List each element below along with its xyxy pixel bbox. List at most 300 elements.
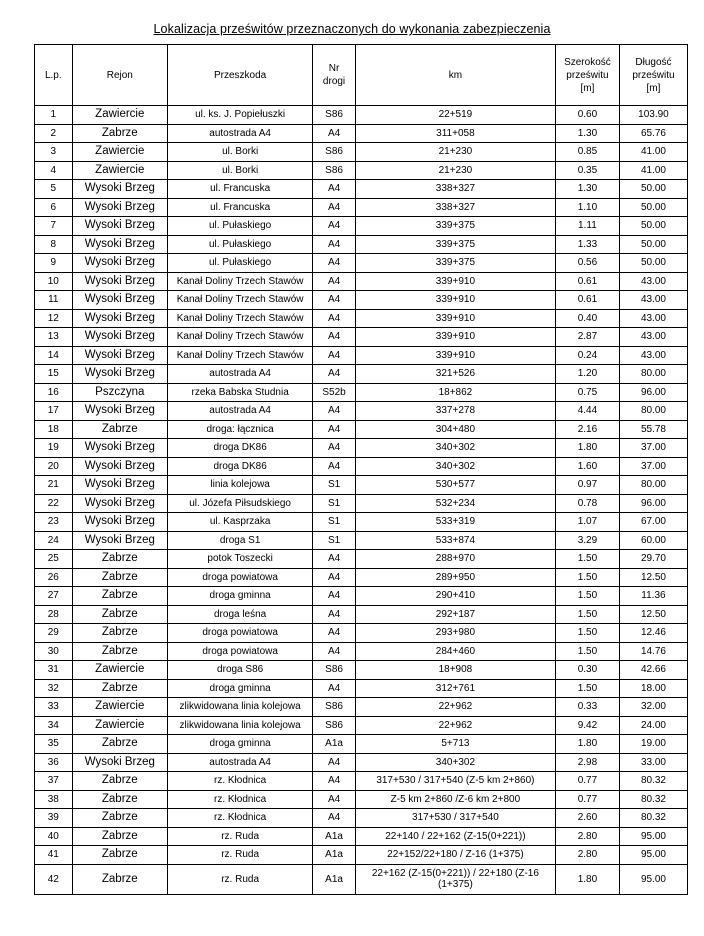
cell-dlugosc: 29.70 — [619, 550, 687, 569]
cell-rejon: Zawiercie — [72, 698, 167, 717]
cell-dlugosc: 24.00 — [619, 716, 687, 735]
cell-lp: 3 — [35, 143, 73, 162]
cell-lp: 22 — [35, 494, 73, 513]
cell-rejon: Zabrze — [72, 624, 167, 643]
cell-lp: 2 — [35, 124, 73, 143]
cell-nr-drogi: A4 — [313, 235, 356, 254]
cell-przeszkoda: Kanał Doliny Trzech Stawów — [168, 328, 313, 347]
cell-przeszkoda: droga gminna — [168, 735, 313, 754]
cell-przeszkoda: rzeka Babska Studnia — [168, 383, 313, 402]
cell-szerokosc: 0.85 — [555, 143, 619, 162]
cell-nr-drogi: S86 — [313, 143, 356, 162]
cell-lp: 5 — [35, 180, 73, 199]
cell-szerokosc: 4.44 — [555, 402, 619, 421]
cell-lp: 16 — [35, 383, 73, 402]
cell-dlugosc: 43.00 — [619, 328, 687, 347]
cell-nr-drogi: A4 — [313, 124, 356, 143]
cell-lp: 14 — [35, 346, 73, 365]
table-row — [35, 346, 688, 365]
cell-przeszkoda: droga S86 — [168, 661, 313, 680]
cell-km: 317+530 / 317+540 — [355, 809, 555, 828]
cell-szerokosc: 1.50 — [555, 550, 619, 569]
cell-rejon: Wysoki Brzeg — [72, 291, 167, 310]
table-row — [35, 402, 688, 421]
cell-szerokosc: 0.77 — [555, 772, 619, 791]
cell-nr-drogi: S1 — [313, 513, 356, 532]
cell-przeszkoda: ul. Borki — [168, 161, 313, 180]
cell-km: 530+577 — [355, 476, 555, 495]
cell-rejon: Wysoki Brzeg — [72, 346, 167, 365]
cell-km: 338+327 — [355, 198, 555, 217]
cell-przeszkoda: autostrada A4 — [168, 402, 313, 421]
cell-szerokosc: 1.50 — [555, 605, 619, 624]
cell-rejon: Wysoki Brzeg — [72, 328, 167, 347]
table-row — [35, 864, 688, 894]
cell-przeszkoda: potok Toszecki — [168, 550, 313, 569]
cell-rejon: Wysoki Brzeg — [72, 457, 167, 476]
document-title: Lokalizacja prześwitów przeznaczonych do wykonania zabezpieczenia — [153, 22, 551, 36]
cell-km: 22+140 / 22+162 (Z-15(0+221)) — [355, 827, 555, 846]
header-lp: L.p. — [35, 45, 73, 106]
cell-dlugosc: 32.00 — [619, 698, 687, 717]
table-row — [35, 457, 688, 476]
cell-lp: 41 — [35, 846, 73, 865]
cell-przeszkoda: droga S1 — [168, 531, 313, 550]
cell-lp: 32 — [35, 679, 73, 698]
cell-lp: 30 — [35, 642, 73, 661]
cell-przeszkoda: droga DK86 — [168, 439, 313, 458]
cell-nr-drogi: A4 — [313, 587, 356, 606]
cell-nr-drogi: S1 — [313, 494, 356, 513]
table-row — [35, 735, 688, 754]
cell-nr-drogi: A1a — [313, 864, 356, 894]
table-row — [35, 587, 688, 606]
cell-rejon: Zawiercie — [72, 143, 167, 162]
cell-przeszkoda: rz. Ruda — [168, 827, 313, 846]
cell-lp: 23 — [35, 513, 73, 532]
header-dlugosc-line2: prześwitu — [632, 69, 675, 81]
cell-dlugosc: 41.00 — [619, 161, 687, 180]
table-row — [35, 809, 688, 828]
cell-dlugosc: 95.00 — [619, 864, 687, 894]
cell-dlugosc: 12.50 — [619, 568, 687, 587]
cell-km: 340+302 — [355, 753, 555, 772]
table-row — [35, 790, 688, 809]
cell-przeszkoda: ul. Pułaskiego — [168, 217, 313, 236]
header-dlugosc — [619, 45, 687, 106]
cell-km: 304+480 — [355, 420, 555, 439]
cell-szerokosc: 2.80 — [555, 827, 619, 846]
cell-szerokosc: 2.16 — [555, 420, 619, 439]
cell-dlugosc: 11.36 — [619, 587, 687, 606]
cell-rejon: Wysoki Brzeg — [72, 365, 167, 384]
cell-szerokosc: 0.75 — [555, 383, 619, 402]
cell-dlugosc: 80.00 — [619, 365, 687, 384]
table-row — [35, 753, 688, 772]
cell-km: 22+519 — [355, 106, 555, 125]
cell-szerokosc: 1.60 — [555, 457, 619, 476]
table-row — [35, 143, 688, 162]
table-row — [35, 513, 688, 532]
header-nr-drogi — [313, 45, 356, 106]
cell-szerokosc: 0.56 — [555, 254, 619, 273]
cell-przeszkoda: rz. Ruda — [168, 846, 313, 865]
cell-dlugosc: 67.00 — [619, 513, 687, 532]
cell-szerokosc: 3.29 — [555, 531, 619, 550]
cell-dlugosc: 80.00 — [619, 476, 687, 495]
cell-szerokosc: 1.50 — [555, 679, 619, 698]
cell-przeszkoda: droga gminna — [168, 587, 313, 606]
cell-nr-drogi: A4 — [313, 365, 356, 384]
cell-rejon: Zabrze — [72, 679, 167, 698]
cell-rejon: Wysoki Brzeg — [72, 494, 167, 513]
cell-przeszkoda: rz. Kłodnica — [168, 772, 313, 791]
cell-km: Z-5 km 2+860 /Z-6 km 2+800 — [355, 790, 555, 809]
cell-km: 317+530 / 317+540 (Z-5 km 2+860) — [355, 772, 555, 791]
cell-przeszkoda: Kanał Doliny Trzech Stawów — [168, 291, 313, 310]
cell-nr-drogi: A1a — [313, 735, 356, 754]
header-szerokosc-line2: prześwitu — [566, 69, 609, 81]
cell-lp: 20 — [35, 457, 73, 476]
cell-km: 533+874 — [355, 531, 555, 550]
cell-dlugosc: 50.00 — [619, 235, 687, 254]
cell-nr-drogi: A1a — [313, 846, 356, 865]
cell-rejon: Wysoki Brzeg — [72, 272, 167, 291]
cell-rejon: Zabrze — [72, 790, 167, 809]
cell-przeszkoda: ul. Pułaskiego — [168, 254, 313, 273]
cell-km: 533+319 — [355, 513, 555, 532]
cell-dlugosc: 50.00 — [619, 254, 687, 273]
cell-rejon: Zabrze — [72, 864, 167, 894]
cell-przeszkoda: ul. ks. J. Popiełuszki — [168, 106, 313, 125]
header-dlugosc-unit: [m] — [646, 82, 661, 94]
cell-lp: 37 — [35, 772, 73, 791]
cell-rejon: Zabrze — [72, 124, 167, 143]
cell-nr-drogi: S86 — [313, 661, 356, 680]
cell-rejon: Zawiercie — [72, 106, 167, 125]
table-row — [35, 198, 688, 217]
cell-km: 339+910 — [355, 328, 555, 347]
cell-km: 289+950 — [355, 568, 555, 587]
header-przeszkoda: Przeszkoda — [168, 45, 313, 106]
cell-lp: 19 — [35, 439, 73, 458]
cell-nr-drogi: A4 — [313, 457, 356, 476]
cell-rejon: Wysoki Brzeg — [72, 217, 167, 236]
cell-szerokosc: 0.40 — [555, 309, 619, 328]
cell-rejon: Zawiercie — [72, 161, 167, 180]
cell-nr-drogi: S1 — [313, 476, 356, 495]
cell-dlugosc: 96.00 — [619, 383, 687, 402]
table-row — [35, 661, 688, 680]
cell-dlugosc: 37.00 — [619, 439, 687, 458]
cell-lp: 40 — [35, 827, 73, 846]
cell-przeszkoda: ul. Kasprzaka — [168, 513, 313, 532]
cell-nr-drogi: A4 — [313, 809, 356, 828]
cell-dlugosc: 18.00 — [619, 679, 687, 698]
table-body — [35, 106, 688, 895]
cell-lp: 39 — [35, 809, 73, 828]
cell-km: 321+526 — [355, 365, 555, 384]
cell-km: 5+713 — [355, 735, 555, 754]
cell-szerokosc: 0.61 — [555, 272, 619, 291]
cell-rejon: Zabrze — [72, 605, 167, 624]
cell-szerokosc: 0.35 — [555, 161, 619, 180]
cell-dlugosc: 33.00 — [619, 753, 687, 772]
cell-nr-drogi: A4 — [313, 642, 356, 661]
cell-dlugosc: 12.50 — [619, 605, 687, 624]
cell-km: 292+187 — [355, 605, 555, 624]
cell-przeszkoda: ul. Borki — [168, 143, 313, 162]
cell-km: 339+910 — [355, 291, 555, 310]
cell-rejon: Zabrze — [72, 568, 167, 587]
cell-dlugosc: 43.00 — [619, 346, 687, 365]
header-nr-drogi-line1: Nr — [328, 63, 340, 74]
cell-rejon: Wysoki Brzeg — [72, 309, 167, 328]
table-row — [35, 328, 688, 347]
cell-lp: 24 — [35, 531, 73, 550]
header-szerokosc-unit: [m] — [580, 82, 595, 94]
cell-nr-drogi: A4 — [313, 272, 356, 291]
cell-nr-drogi: A4 — [313, 291, 356, 310]
cell-rejon: Wysoki Brzeg — [72, 439, 167, 458]
cell-przeszkoda: droga powiatowa — [168, 624, 313, 643]
cell-km: 339+910 — [355, 346, 555, 365]
cell-lp: 27 — [35, 587, 73, 606]
header-dlugosc-line1: Długość — [635, 56, 672, 68]
cell-km: 312+761 — [355, 679, 555, 698]
cell-rejon: Wysoki Brzeg — [72, 254, 167, 273]
cell-lp: 1 — [35, 106, 73, 125]
cell-dlugosc: 12.46 — [619, 624, 687, 643]
cell-km: 340+302 — [355, 457, 555, 476]
cell-lp: 8 — [35, 235, 73, 254]
cell-rejon: Zabrze — [72, 827, 167, 846]
cell-przeszkoda: rz. Kłodnica — [168, 809, 313, 828]
cell-dlugosc: 65.76 — [619, 124, 687, 143]
cell-lp: 18 — [35, 420, 73, 439]
table-row — [35, 846, 688, 865]
cell-szerokosc: 1.11 — [555, 217, 619, 236]
cell-przeszkoda: ul. Józefa Piłsudskiego — [168, 494, 313, 513]
header-rejon: Rejon — [72, 45, 167, 106]
cell-dlugosc: 103.90 — [619, 106, 687, 125]
cell-km: 284+460 — [355, 642, 555, 661]
cell-przeszkoda: Kanał Doliny Trzech Stawów — [168, 309, 313, 328]
cell-km: 339+910 — [355, 272, 555, 291]
cell-dlugosc: 55.78 — [619, 420, 687, 439]
cell-nr-drogi: S52b — [313, 383, 356, 402]
cell-rejon: Wysoki Brzeg — [72, 235, 167, 254]
cell-szerokosc: 2.98 — [555, 753, 619, 772]
cell-lp: 28 — [35, 605, 73, 624]
cell-nr-drogi: A4 — [313, 568, 356, 587]
cell-nr-drogi: A4 — [313, 254, 356, 273]
cell-nr-drogi: A4 — [313, 439, 356, 458]
table-row — [35, 439, 688, 458]
cell-przeszkoda: linia kolejowa — [168, 476, 313, 495]
table-row — [35, 124, 688, 143]
cell-nr-drogi: A4 — [313, 402, 356, 421]
cell-szerokosc: 1.80 — [555, 439, 619, 458]
cell-nr-drogi: A4 — [313, 328, 356, 347]
header-nr-drogi-line2: drogi — [322, 76, 346, 87]
table-row — [35, 772, 688, 791]
cell-lp: 35 — [35, 735, 73, 754]
clearance-table — [34, 44, 688, 895]
cell-szerokosc: 1.80 — [555, 735, 619, 754]
cell-nr-drogi: A4 — [313, 605, 356, 624]
table-row — [35, 716, 688, 735]
cell-rejon: Wysoki Brzeg — [72, 753, 167, 772]
cell-km: 311+058 — [355, 124, 555, 143]
cell-dlugosc: 80.32 — [619, 772, 687, 791]
cell-lp: 31 — [35, 661, 73, 680]
cell-km: 21+230 — [355, 161, 555, 180]
cell-przeszkoda: ul. Pułaskiego — [168, 235, 313, 254]
cell-szerokosc: 0.78 — [555, 494, 619, 513]
cell-lp: 7 — [35, 217, 73, 236]
cell-lp: 10 — [35, 272, 73, 291]
cell-szerokosc: 1.50 — [555, 624, 619, 643]
cell-lp: 21 — [35, 476, 73, 495]
cell-rejon: Wysoki Brzeg — [72, 476, 167, 495]
cell-szerokosc: 1.80 — [555, 864, 619, 894]
cell-nr-drogi: A4 — [313, 790, 356, 809]
cell-lp: 34 — [35, 716, 73, 735]
cell-szerokosc: 1.33 — [555, 235, 619, 254]
cell-przeszkoda: droga gminna — [168, 679, 313, 698]
cell-przeszkoda: rz. Ruda — [168, 864, 313, 894]
cell-lp: 26 — [35, 568, 73, 587]
cell-nr-drogi: A4 — [313, 772, 356, 791]
cell-nr-drogi: A4 — [313, 420, 356, 439]
cell-dlugosc: 37.00 — [619, 457, 687, 476]
cell-lp: 17 — [35, 402, 73, 421]
table-row — [35, 476, 688, 495]
cell-lp: 6 — [35, 198, 73, 217]
cell-przeszkoda: autostrada A4 — [168, 124, 313, 143]
cell-rejon: Zabrze — [72, 587, 167, 606]
cell-szerokosc: 1.50 — [555, 587, 619, 606]
cell-lp: 25 — [35, 550, 73, 569]
cell-szerokosc: 9.42 — [555, 716, 619, 735]
table-row — [35, 494, 688, 513]
cell-przeszkoda: zlikwidowana linia kolejowa — [168, 716, 313, 735]
cell-nr-drogi: A4 — [313, 550, 356, 569]
cell-lp: 12 — [35, 309, 73, 328]
table-row — [35, 420, 688, 439]
cell-szerokosc: 1.50 — [555, 642, 619, 661]
cell-szerokosc: 0.77 — [555, 790, 619, 809]
cell-lp: 29 — [35, 624, 73, 643]
cell-nr-drogi: S86 — [313, 161, 356, 180]
cell-dlugosc: 95.00 — [619, 846, 687, 865]
cell-dlugosc: 95.00 — [619, 827, 687, 846]
cell-nr-drogi: A4 — [313, 624, 356, 643]
cell-szerokosc: 1.50 — [555, 568, 619, 587]
cell-szerokosc: 0.24 — [555, 346, 619, 365]
cell-dlugosc: 43.00 — [619, 291, 687, 310]
cell-lp: 36 — [35, 753, 73, 772]
cell-dlugosc: 50.00 — [619, 198, 687, 217]
cell-rejon: Zabrze — [72, 772, 167, 791]
cell-dlugosc: 43.00 — [619, 272, 687, 291]
cell-przeszkoda: droga DK86 — [168, 457, 313, 476]
cell-szerokosc: 0.30 — [555, 661, 619, 680]
table-row — [35, 531, 688, 550]
cell-nr-drogi: A4 — [313, 180, 356, 199]
cell-nr-drogi: S86 — [313, 106, 356, 125]
cell-przeszkoda: droga powiatowa — [168, 568, 313, 587]
cell-lp: 15 — [35, 365, 73, 384]
table-header-row — [35, 45, 688, 106]
cell-dlugosc: 80.00 — [619, 402, 687, 421]
header-szerokosc — [555, 45, 619, 106]
cell-km: 21+230 — [355, 143, 555, 162]
cell-szerokosc: 0.97 — [555, 476, 619, 495]
cell-rejon: Wysoki Brzeg — [72, 198, 167, 217]
cell-lp: 4 — [35, 161, 73, 180]
cell-nr-drogi: A4 — [313, 346, 356, 365]
cell-dlugosc: 19.00 — [619, 735, 687, 754]
cell-lp: 13 — [35, 328, 73, 347]
cell-szerokosc: 2.80 — [555, 846, 619, 865]
cell-rejon: Wysoki Brzeg — [72, 513, 167, 532]
cell-dlugosc: 42.66 — [619, 661, 687, 680]
cell-nr-drogi: A4 — [313, 679, 356, 698]
cell-km: 337+278 — [355, 402, 555, 421]
cell-nr-drogi: A4 — [313, 753, 356, 772]
cell-km: 293+980 — [355, 624, 555, 643]
cell-szerokosc: 1.20 — [555, 365, 619, 384]
cell-przeszkoda: ul. Francuska — [168, 198, 313, 217]
table-row — [35, 309, 688, 328]
cell-km: 339+375 — [355, 217, 555, 236]
table-row — [35, 217, 688, 236]
table-row — [35, 106, 688, 125]
cell-szerokosc: 0.33 — [555, 698, 619, 717]
cell-szerokosc: 2.87 — [555, 328, 619, 347]
cell-rejon: Zabrze — [72, 735, 167, 754]
cell-km: 18+862 — [355, 383, 555, 402]
table-row — [35, 550, 688, 569]
cell-rejon: Zabrze — [72, 420, 167, 439]
cell-dlugosc: 14.76 — [619, 642, 687, 661]
cell-lp: 42 — [35, 864, 73, 894]
cell-szerokosc: 1.10 — [555, 198, 619, 217]
cell-nr-drogi: A4 — [313, 198, 356, 217]
table-row — [35, 605, 688, 624]
cell-szerokosc: 1.30 — [555, 180, 619, 199]
table-row — [35, 161, 688, 180]
header-km: km — [355, 45, 555, 106]
cell-rejon: Zabrze — [72, 642, 167, 661]
cell-rejon: Zabrze — [72, 809, 167, 828]
cell-dlugosc: 96.00 — [619, 494, 687, 513]
cell-dlugosc: 80.32 — [619, 790, 687, 809]
cell-km: 339+375 — [355, 235, 555, 254]
cell-km: 340+302 — [355, 439, 555, 458]
cell-rejon: Pszczyna — [72, 383, 167, 402]
cell-dlugosc: 50.00 — [619, 180, 687, 199]
table-row — [35, 235, 688, 254]
cell-km: 288+970 — [355, 550, 555, 569]
cell-przeszkoda: Kanał Doliny Trzech Stawów — [168, 346, 313, 365]
cell-km: 22+962 — [355, 698, 555, 717]
cell-km: 532+234 — [355, 494, 555, 513]
table-row — [35, 180, 688, 199]
cell-szerokosc: 1.07 — [555, 513, 619, 532]
